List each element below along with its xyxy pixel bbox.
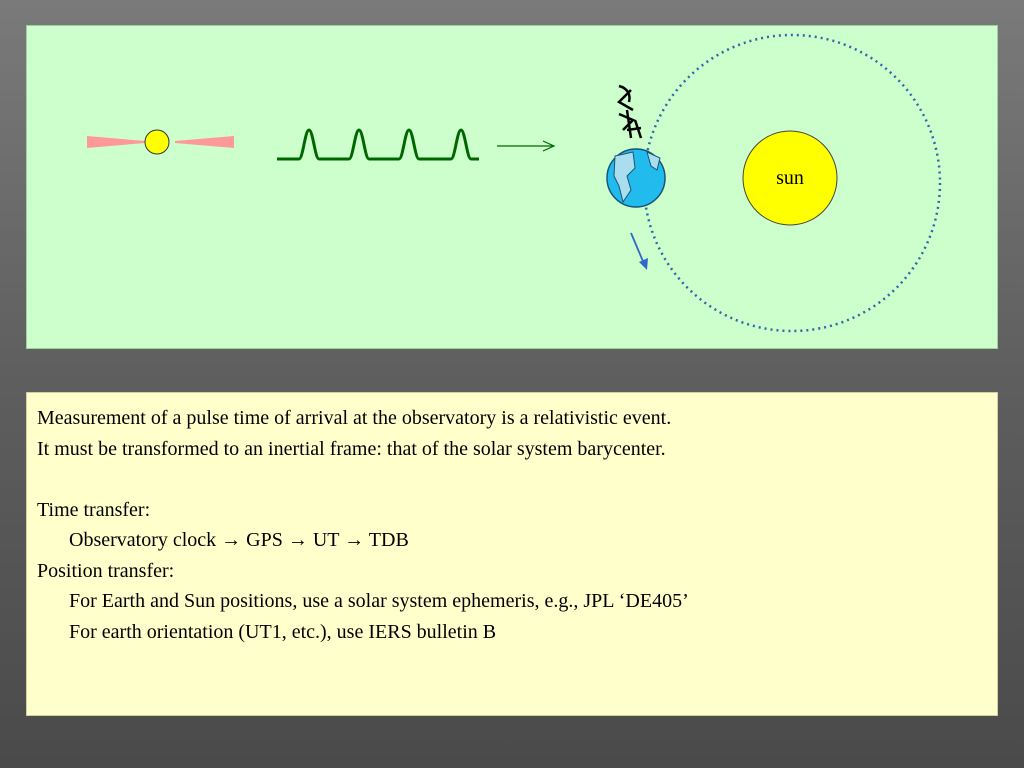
diagram-panel <box>26 25 998 349</box>
timing-diagram <box>27 26 999 350</box>
sun-icon <box>743 131 837 225</box>
explanation-panel <box>26 392 998 716</box>
earth-icon <box>607 149 665 207</box>
position-transfer-heading: Position transfer: <box>37 559 175 582</box>
intro-line-2: It must be transformed to an inertial frame: that of the solar system barycenter. <box>37 437 666 460</box>
intro-line-1: Measurement of a pulse time of arrival at the observatory is a relativistic event. <box>37 407 672 429</box>
direction-arrow <box>497 141 554 151</box>
blank-line <box>37 464 997 495</box>
sun-label: sun <box>776 167 804 189</box>
time-transfer-item: Observatory clock → GPS → UT → TDB <box>69 529 409 551</box>
pulsar-body <box>145 130 169 154</box>
position-transfer-item-ephemeris: For Earth and Sun positions, use a solar system ephemeris, e.g., JPL ‘DE405’ <box>69 590 689 612</box>
time-transfer-heading: Time transfer: <box>37 498 151 521</box>
pulse-train-icon <box>277 130 479 159</box>
position-transfer-item-orientation: For earth orientation (UT1, etc.), use IERS bulletin B <box>69 620 497 643</box>
pulsar-beam-right <box>175 136 234 148</box>
radio-telescope-icon <box>619 86 641 138</box>
pulsar-beam-left <box>87 136 145 148</box>
orbit-direction-arrow <box>631 233 648 270</box>
pulsar-icon <box>87 130 234 154</box>
